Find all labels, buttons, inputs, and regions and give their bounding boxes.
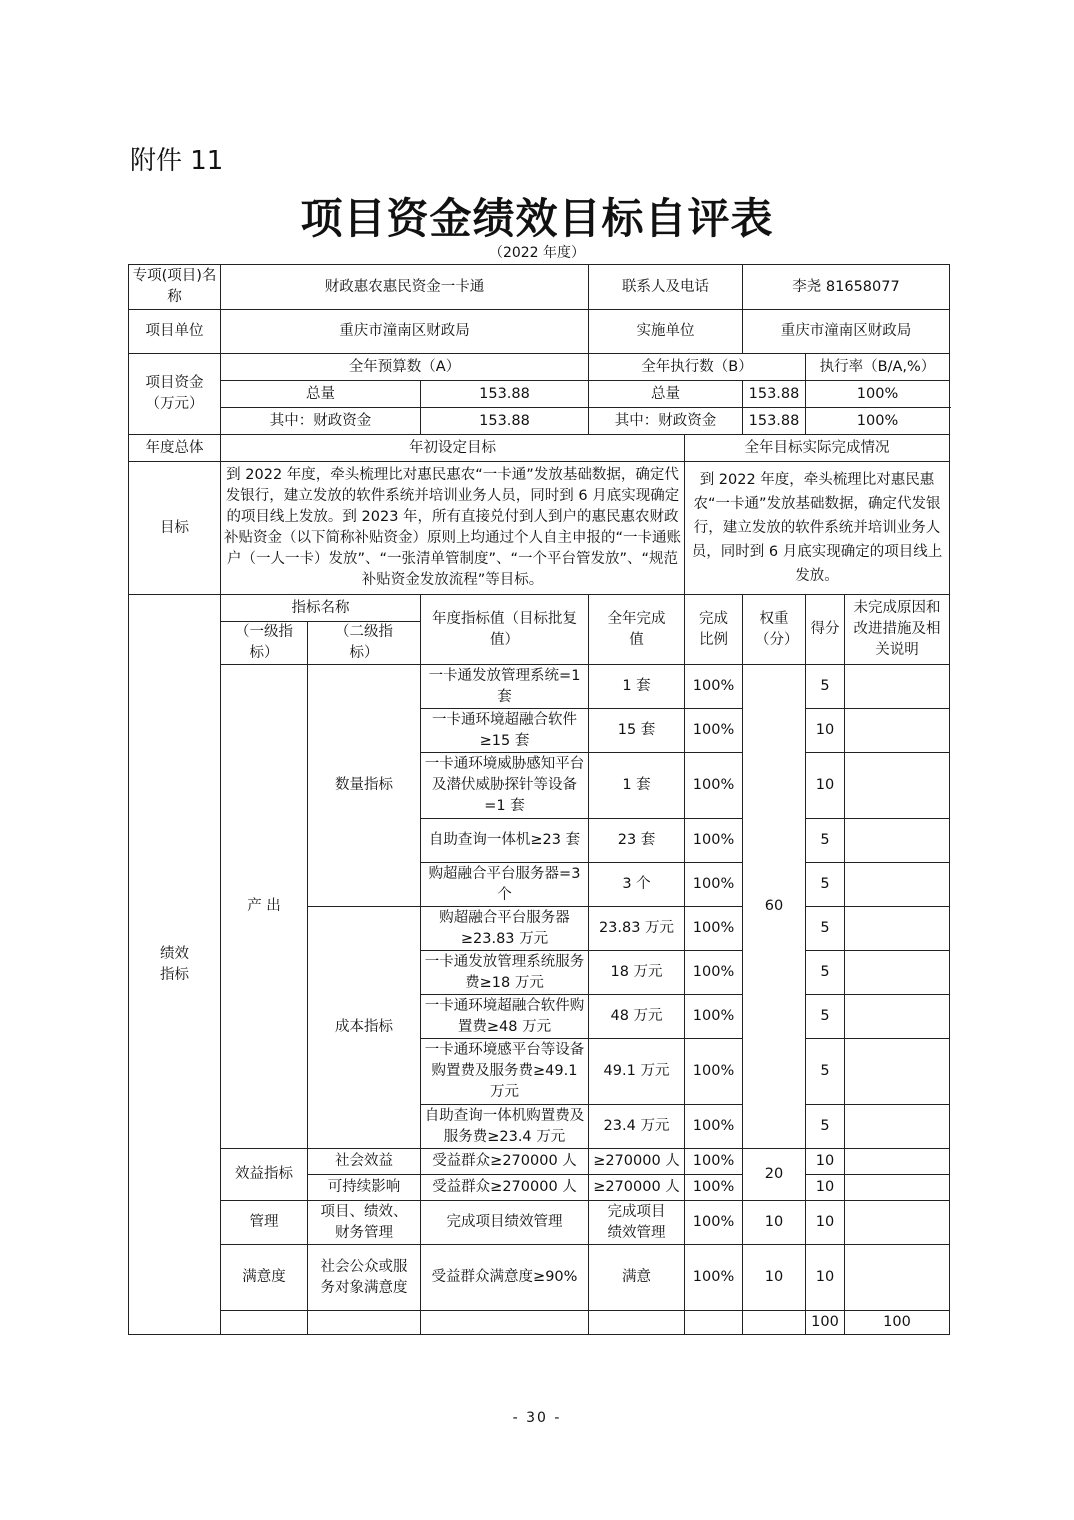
cost-score: 5 [806,907,845,951]
annual-overall-label: 年度总体 [129,435,221,462]
budget-header: 全年预算数（A） [221,354,589,381]
cost-ratio: 100% [685,907,743,951]
total-weight: 100 [806,1311,845,1335]
perf-label: 绩效指标 [129,595,221,1335]
quantity-score: 10 [806,709,845,753]
benefit-sub: 可持续影响 [308,1175,421,1201]
benefit-ratio: 100% [685,1175,743,1201]
attachment-label: 附件 11 [130,146,224,176]
cost-score: 5 [806,951,845,995]
cost-done: 23.83 万元 [589,907,685,951]
total-empty-cell [308,1311,421,1335]
mgmt-done: 完成项目绩效管理 [589,1201,685,1245]
quantity-reason [845,863,950,907]
benefit-sub: 社会效益 [308,1149,421,1175]
indicator-name-header: 指标名称 [221,595,421,622]
satis-ratio: 100% [685,1245,743,1311]
cost-target: 自助查询一体机购置费及服务费≥23.4 万元 [421,1105,589,1149]
page-title: 项目资金绩效目标自评表 [300,194,774,243]
quantity-target: 一卡通环境超融合软件≥15 套 [421,709,589,753]
table-row [129,1245,950,1311]
unit-label: 项目单位 [129,310,221,354]
mgmt-score: 10 [806,1201,845,1245]
project-name-label: 专项(项目)名称 [129,265,221,310]
exec-total-label: 总量 [589,381,743,408]
exec-fiscal: 153.88 [743,408,806,435]
cost-label: 成本指标 [308,907,421,1149]
quantity-score: 5 [806,819,845,863]
cost-reason [845,1105,950,1149]
total-empty-cell [743,1311,806,1335]
quantity-target: 购超融合平台服务器=3 个 [421,863,589,907]
contact-label: 联系人及电话 [589,265,743,310]
quantity-done: 1 套 [589,753,685,819]
cost-reason [845,1039,950,1105]
cost-ratio: 100% [685,1105,743,1149]
quantity-ratio: 100% [685,863,743,907]
satis-score: 10 [806,1245,845,1311]
total-label: 总量 [221,381,421,408]
cost-done: 49.1 万元 [589,1039,685,1105]
satis-sub: 社会公众或服务对象满意度 [308,1245,421,1311]
cost-ratio: 100% [685,1039,743,1105]
ratio-header: 完成比例 [685,595,743,665]
total-empty-cell [685,1311,743,1335]
impl-label: 实施单位 [589,310,743,354]
cost-target: 一卡通环境感平台等设备购置费及服务费≥49.1 万元 [421,1039,589,1105]
cost-score: 5 [806,1039,845,1105]
cost-ratio: 100% [685,951,743,995]
rate-header: 执行率（B/A,%） [806,354,950,381]
benefit-score: 10 [806,1175,845,1201]
cost-target: 购超融合平台服务器≥23.83 万元 [421,907,589,951]
goal-label: 目标 [129,462,221,595]
benefit-reason [845,1149,950,1175]
cost-reason [845,995,950,1039]
quantity-reason [845,665,950,709]
cost-reason [845,907,950,951]
rate-fiscal: 100% [806,408,950,435]
quantity-target: 自助查询一体机≥23 套 [421,819,589,863]
mgmt-label: 管理 [221,1201,308,1245]
quantity-done: 3 个 [589,863,685,907]
actual-text: 到 2022 年度，牵头梳理比对惠民惠农“一卡通”发放基础数据，确定代发银行，建立发放的软件系统并培训业务人员，同时到 6 月底实现确定的项目线上发放。 [685,462,950,595]
table-row [129,1201,950,1245]
impl-value: 重庆市潼南区财政局 [743,310,950,354]
mgmt-sub: 项目、绩效、财务管理 [308,1201,421,1245]
benefit-score: 10 [806,1149,845,1175]
evaluation-table [128,264,950,1335]
cost-done: 23.4 万元 [589,1105,685,1149]
exec-fiscal-label: 其中：财政资金 [589,408,743,435]
year-note: （2022 年度） [488,245,586,261]
target-header: 年度指标值（目标批复值） [421,595,589,665]
benefit-ratio: 100% [685,1149,743,1175]
quantity-reason [845,753,950,819]
cost-score: 5 [806,1105,845,1149]
output-weight: 60 [743,665,806,1149]
total-empty-cell [221,1311,308,1335]
quantity-target: 一卡通发放管理系统=1 套 [421,665,589,709]
quantity-ratio: 100% [685,665,743,709]
quantity-target: 一卡通环境威胁感知平台及潜伏威胁探针等设备=1 套 [421,753,589,819]
satis-target: 受益群众满意度≥90% [421,1245,589,1311]
initial-goal-header: 年初设定目标 [221,435,685,462]
quantity-score: 5 [806,665,845,709]
satis-done: 满意 [589,1245,685,1311]
benefit-reason [845,1175,950,1201]
cost-done: 48 万元 [589,995,685,1039]
unit-value: 重庆市潼南区财政局 [221,310,589,354]
mgmt-weight: 10 [743,1201,806,1245]
quantity-label: 数量指标 [308,665,421,907]
page-number: - 30 - [512,1410,562,1426]
mgmt-ratio: 100% [685,1201,743,1245]
reason-header: 未完成原因和改进措施及相关说明 [845,595,950,665]
exec-total: 153.88 [743,381,806,408]
total-score: 100 [845,1311,950,1335]
fund-header-row [129,354,950,381]
goal-text: 到 2022 年度，牵头梳理比对惠民惠农“一卡通”发放基础数据，确定代发银行，建立发放的软件系统并培训业务人员，同时到 6 月底实现确定的项目线上发放。到 2023 年，所有直接兑付到人到户的惠民惠农财政补贴资金（以下简称补贴资金）原则上均通过个人自主申报的“一卡通账户（一人一卡）发放”、“一张清单管制度”、“一个平台管发放”、“规范补贴资金发放流程”等目标。 [221,462,685,595]
level1-header: （一级指标） [221,622,308,665]
satis-label: 满意度 [221,1245,308,1311]
level2-header: （二级指标） [308,622,421,665]
cost-done: 18 万元 [589,951,685,995]
total-empty-cell [589,1311,685,1335]
benefit-done: ≥270000 人 [589,1175,685,1201]
quantity-done: 23 套 [589,819,685,863]
weight-header: 权重（分） [743,595,806,665]
done-header: 全年完成值 [589,595,685,665]
quantity-score: 5 [806,863,845,907]
project-name-row [129,265,950,310]
actual-header: 全年目标实际完成情况 [685,435,950,462]
quantity-ratio: 100% [685,753,743,819]
project-name-value: 财政惠农惠民资金一卡通 [221,265,589,310]
mgmt-reason [845,1201,950,1245]
score-header: 得分 [806,595,845,665]
benefit-label: 效益指标 [221,1149,308,1201]
fund-total-row [129,381,950,408]
benefit-weight: 20 [743,1149,806,1201]
annual-header-row [129,435,950,462]
quantity-done: 15 套 [589,709,685,753]
quantity-ratio: 100% [685,819,743,863]
cost-reason [845,951,950,995]
budget-total: 153.88 [421,381,589,408]
rate-total: 100% [806,381,950,408]
goal-row [129,462,950,595]
cost-score: 5 [806,995,845,1039]
benefit-done: ≥270000 人 [589,1149,685,1175]
benefit-target: 受益群众≥270000 人 [421,1175,589,1201]
mgmt-target: 完成项目绩效管理 [421,1201,589,1245]
fiscal-label: 其中：财政资金 [221,408,421,435]
budget-fiscal: 153.88 [421,408,589,435]
contact-value: 李尧 81658077 [743,265,950,310]
table-row [129,1149,950,1175]
table-row [129,665,950,709]
total-empty-cell [421,1311,589,1335]
total-row [129,1311,950,1335]
cost-target: 一卡通发放管理系统服务费≥18 万元 [421,951,589,995]
cost-target: 一卡通环境超融合软件购置费≥48 万元 [421,995,589,1039]
satis-reason [845,1245,950,1311]
indicator-header-row [129,595,950,622]
quantity-score: 10 [806,753,845,819]
unit-row [129,310,950,354]
quantity-ratio: 100% [685,709,743,753]
quantity-reason [845,709,950,753]
quantity-reason [845,819,950,863]
quantity-done: 1 套 [589,665,685,709]
cost-ratio: 100% [685,995,743,1039]
output-label: 产 出 [221,665,308,1149]
fund-fiscal-row [129,408,950,435]
fund-label: 项目资金（万元） [129,354,221,435]
exec-header: 全年执行数（B） [589,354,806,381]
benefit-target: 受益群众≥270000 人 [421,1149,589,1175]
satis-weight: 10 [743,1245,806,1311]
